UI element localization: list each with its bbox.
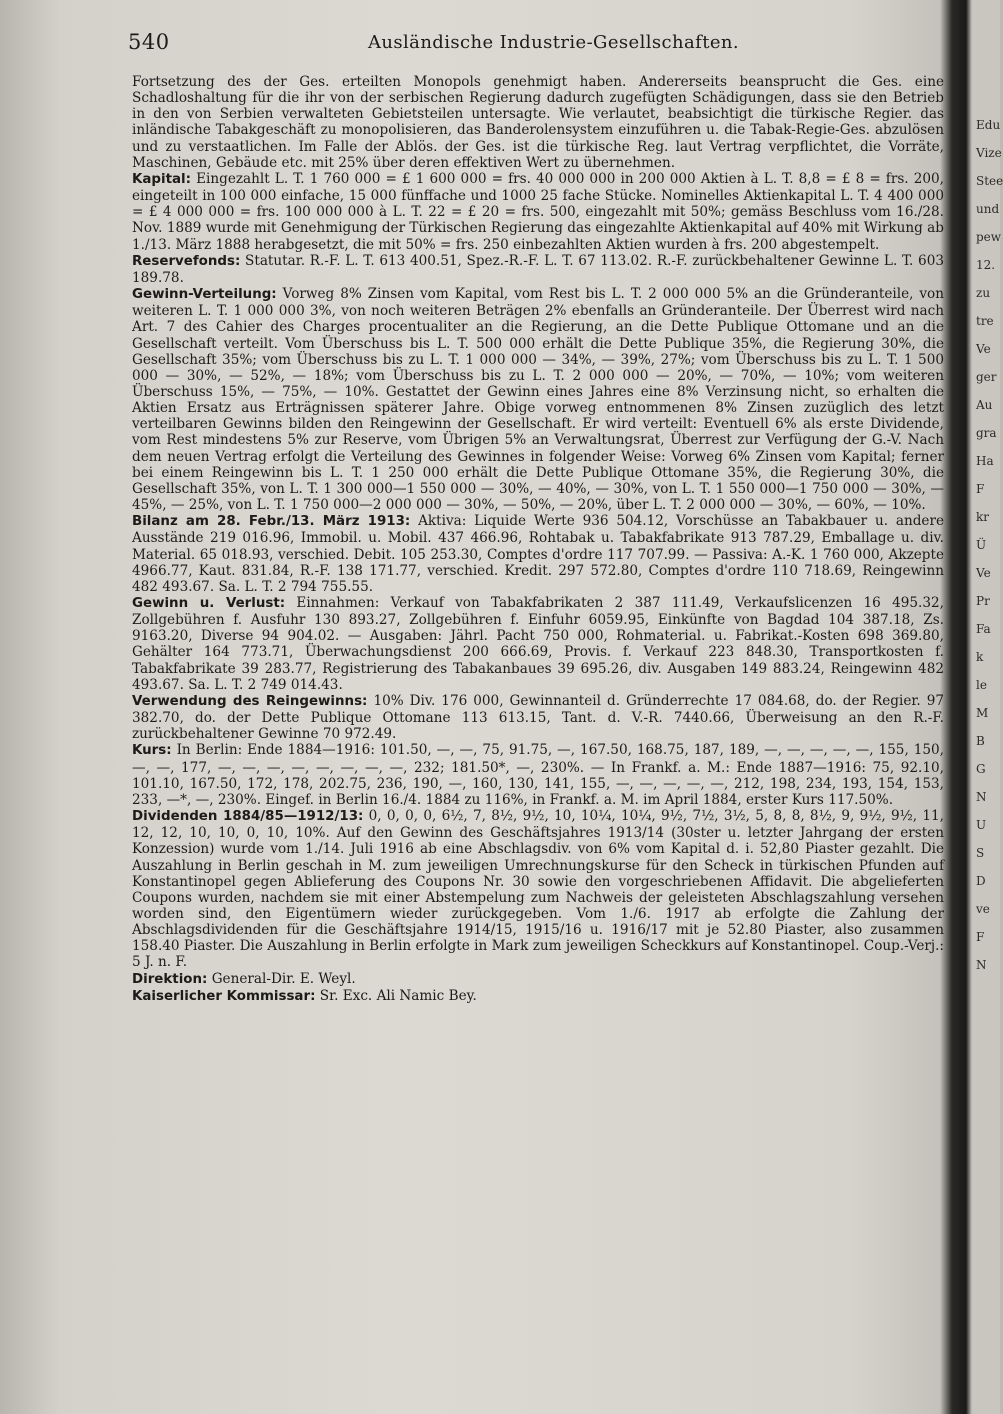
paragraph-text: 0, 0, 0, 0, 6½, 7, 8½, 9½, 10, 10¼, 10¼, 9½, 7½, 3½, 5, 8, 8, 8½, 9, 9½, 9½, 11, 12, 12, 10, 10, 0, 10, 10%. Auf den Gewinn des Geschäftsjahres 1913/14 (30ster u. letzter Jahrgang der ersten Konzession) wurde vom 1./14. Juli 1916 ab eine Abschlagsdiv. von 6% vom Kapital d. i. 52,80 Piaster gezahlt. Die Auszahlung in Berlin geschah in M. zum jeweiligen Umrechnungskurse für den Scheck in türkischen Pfunden auf Konstantinopel gegen Ablieferung des Coupons Nr. 30 sowie den vorgeschriebenen Affidavit. Die abgelieferten Coupons wurden, nachdem sie mit einer Abstempelung zum Nachweis der geleisteten Abschlagszahlung versehen worden sind, den Eigentümern wieder zurückgegeben. Vom 1./6. 1917 ab erfolgte die Zahlung der Abschlagsdividenden für die Geschäftsjahre 1914/15, 1915/16 u. 1916/17 mit je 52.80 Piaster, also zusammen 158.40 Piaster. Die Auszahlung in Berlin erfolgte in Mark zum jeweiligen Scheckkurs auf Konstantinopel. Coup.-Verj.: 5 J. n. F. — [132, 808, 945, 971]
adjacent-page-fragment: Ve — [976, 566, 991, 580]
adjacent-page-fragment: le — [976, 678, 987, 692]
adjacent-page-fragment: F — [976, 482, 985, 496]
section-label: Gewinn-Verteilung: — [132, 287, 277, 303]
adjacent-page-fragment: M — [976, 706, 989, 720]
adjacent-page-fragment: Edu — [976, 118, 1001, 132]
adjacent-page-edge — [970, 0, 1003, 1414]
paragraph-kurs — [132, 742, 944, 808]
adjacent-page-fragment: gra — [976, 426, 997, 440]
paragraph-kommissar — [132, 988, 944, 1005]
adjacent-page-fragment: ve — [976, 902, 990, 916]
paragraph-text: Vorweg 8% Zinsen vom Kapital, vom Rest bis L. T. 2 000 000 5% an die Gründeranteile, von weiteren L. T. 1 000 000 3%, von noch weiteren Beträgen 2% ebenfalls an Gründeranteile. Der Überrest wird nach Art. 7 des Cahier des Charges procentualiter an die Regierung, an die Dette Publique Ottomane und an die Gesellschaft verteilt. Vom Überschuss bis L. T. 500 000 erhält die Dette Publique 35%, die Regierung 30%, die Gesellschaft 35%; vom Überschuss bis zu L. T. 1 000 000 — 34%, — 39%, 27%; vom Überschuss bis zu L. T. 1 500 000 — 30%, — 52%, — 18%; vom Überschuss bis zu L. T. 2 000 000 — 20%, — 70%, — 10%; vom weiteren Überschuss 15%, — 75%, — 10%. Gestattet der Gewinn eines Jahres eine 8% Verzinsung nicht, so erhalten die Aktien Ersatz aus Erträgnissen späterer Jahre. Obige vorweg entnommenen 8% Zinsen zuzüglich des letzt verteilbaren Gewinns bilden den Reingewinn der Gesellschaft. Er wird verteilt: Eventuell 6% als erste Dividende, vom Rest mindestens 5% zur Reserve, vom Übrigen 5% an Verwaltungsrat, Überrest zur Verfügung der G.-V. Nach dem neuen Vertrag erfolgt die Verteilung des Gewinnes in folgender Weise: Vorweg 6% Zinsen vom Kapital; ferner bei einem Reingewinn bis L. T. 1 250 000 erhält die Dette Publique Ottomane 35%, die Regierung 30%, die Gesellschaft 35%, von L. T. 1 300 000—1 550 000 — 30%, — 40%, — 30%, von L. T. 1 550 000—1 750 000 — 30%, — 45%, — 25%, von L. T. 1 750 000—2 000 000 — 30%, — 50%, — 20%, über L. T. 2 000 000 — 30%, — 60%, — 10%. — [132, 286, 944, 514]
section-label: Bilanz am 28. Febr./13. März 1913: — [132, 514, 411, 530]
section-label: Kaiserlicher Kommissar: — [132, 988, 316, 1004]
paragraph-verwendung — [132, 693, 944, 742]
adjacent-page-fragment: k — [976, 650, 984, 664]
paragraph-text: Aktiva: Liquide Werte 936 504.12, Vorschüsse an Tabakbauer u. andere Ausstände 219 016.96, Immobil. u. Mobil. 437 466.96, Rohtabak u. Tabakfabrikate 913 787.29, Emballage u. div. Material. 65 018.93, verschied. Debit. 105 253.30, Comptes d'ordre 117 707.99. — Passiva: A.-K. 1 760 000, Akzepte 4966.77, Kaut. 831.84, R.-F. 138 171.77, verschied. Kredit. 297 572.80, Comptes d'ordre 110 718.69, Reingewinn 482 493.67. Sa. L. T. 2 794 755.55. — [132, 513, 944, 595]
adjacent-page-fragment: Fa — [976, 622, 991, 636]
paragraph-bilanz — [132, 513, 944, 595]
adjacent-page-fragment: U — [976, 818, 987, 832]
paragraph-text: Sr. Exc. Ali Namic Bey. — [319, 987, 477, 1004]
running-title: Ausländische Industrie-Gesellschaften. — [368, 32, 739, 53]
body-text — [132, 74, 944, 1384]
adjacent-page-fragment: S — [976, 846, 985, 860]
paragraph-gewinn-verlust — [132, 595, 944, 693]
adjacent-page-fragment: Au — [976, 398, 993, 412]
paragraph-text: Eingezahlt L. T. 1 760 000 = £ 1 600 000 = frs. 40 000 000 in 200 000 Aktien à L. T. 8,8 = £ 8 = frs. 200, eingeteilt in 100 000 einfache, 15 000 fünffache und 1000 25 fache Stücke. Nominelles Aktienkapital L. T. 4 400 000 = £ 4 000 000 = frs. 100 000 000 à L. T. 22 = £ 20 = frs. 500, eingezahlt mit 50%; gemäss Beschluss vom 16./28. Nov. 1889 wurde mit Genehmigung der Türkischen Regierung das eingezahlte Aktienkapital auf 40% mit Wirkung ab 1./13. März 1888 herabgesetzt, die mit 50% = frs. 250 einbezahlten Aktien wurden à frs. 200 abgestempelt. — [132, 170, 944, 253]
section-label: Reservefonds: — [132, 253, 241, 269]
paragraph-monopol-continuation — [132, 74, 944, 171]
adjacent-page-fragment: pew — [976, 230, 1002, 244]
adjacent-page-fragment: Ha — [976, 454, 994, 468]
paragraph-text: Einnahmen: Verkauf von Tabakfabrikaten 2 387 111.49, Verkaufslicenzen 16 495.32, Zollgebühren f. Ausfuhr 130 893.27, Zollgebühren f. Einfuhr 6059.95, Einkünfte von Bagdad 104 387.18, Zs. 9163.20, Diverse 94 904.02. — Ausgaben: Jährl. Pacht 750 000, Rohmaterial. u. Fabrikat.-Kosten 698 369.80, Gehälter 164 773.71, Überwachungsdienst 200 666.69, Provis. f. Verkauf 223 848.30, Transportkosten f. Tabakfabrikate 39 283.77, Registrierung des Tabakanbaues 39 695.26, div. Ausgaben 149 883.24, Reingewinn 482 493.67. Sa. L. T. 2 749 014.43. — [132, 595, 944, 693]
section-label: Gewinn u. Verlust: — [132, 596, 286, 611]
paragraph-text: Fortsetzung des der Ges. erteilten Monopols genehmigt haben. Andererseits beansprucht die Ges. eine Schadloshaltung für die ihr von der serbischen Regierung dadurch zugefügten Schädigungen, dass sie den Betrieb in den von Serbien verwalteten Gebietsteilen untersagte. Wie verlautet, beabsichtigt die türkische Regier. das inländische Tabakgeschäft zu monopolisieren, das Banderolensystem einzuführen u. die Tabak-Regie-Ges. abzulösen und zu verstaatlichen. Im Falle der Ablös. der Ges. ist die türkische Reg. laut Vertrag verpflichtet, die Vorräte, Maschinen, Gebäude etc. mit 25% über deren effektiven Wert zu übernehmen. — [132, 74, 944, 171]
paragraph-reservefonds — [132, 253, 944, 286]
paragraph-text: Statutar. R.-F. L. T. 613 400.51, Spez.-R.-F. L. T. 67 113.02. R.-F. zurückbehaltener Gewinne L. T. 603 189.78. — [132, 252, 944, 286]
adjacent-page-fragment: tre — [976, 314, 994, 328]
page-number: 540 — [128, 30, 170, 54]
paragraph-kapital — [132, 171, 944, 253]
section-label: Verwendung des Reingewinns: — [132, 693, 368, 709]
paragraph-direktion — [132, 971, 944, 988]
adjacent-page-fragment: D — [976, 874, 986, 888]
adjacent-page-fragment: Ve — [976, 342, 991, 356]
section-label: Kurs: — [132, 743, 172, 759]
adjacent-page-fragment: G — [976, 762, 986, 776]
adjacent-page-fragment: Vize — [976, 146, 1002, 160]
section-label: Kapital: — [132, 171, 191, 187]
adjacent-page-fragment: N — [976, 958, 987, 972]
paragraph-text: In Berlin: Ende 1884—1916: 101.50, —, —, 75, 91.75, —, 167.50, 168.75, 187, 189, —, —, —, —, —, 155, 150, —, —, 177, —, —, —, —, —, —, —, —, 232; 181.50*, —, 230%. — In Frankf. a. M.: Ende 1887—1916: 75, 92.10, 101.10, 167.50, 172, 178, 202.75, 236, 190, —, 160, 130, 141, 155, —, —, —, —, —, 212, 198, 234, 193, 154, 153, 233, —*, —, 230%. Eingef. in Berlin 16./4. 1884 zu 116%, in Frankf. a. M. im April 1884, erster Kurs 117.50%. — [132, 742, 944, 808]
adjacent-page-fragment: F — [976, 930, 985, 944]
adjacent-page-fragment: Ü — [976, 538, 987, 552]
adjacent-page-fragment: Stee — [976, 174, 1003, 188]
adjacent-page-fragment: N — [976, 790, 987, 804]
adjacent-page-fragment: B — [976, 734, 985, 748]
adjacent-page-fragment: kr — [976, 510, 990, 524]
adjacent-page-fragment: und — [976, 202, 1000, 216]
adjacent-page-fragment: 12. — [976, 258, 996, 272]
section-label: Dividenden 1884/85—1912/13: — [132, 809, 364, 825]
section-label: Direktion: — [132, 971, 208, 987]
paragraph-dividenden — [132, 808, 944, 971]
adjacent-page-fragment: ger — [976, 370, 997, 384]
paragraph-gewinn-verteilung — [132, 286, 944, 513]
page-header — [128, 30, 946, 60]
paragraph-text: General-Dir. E. Weyl. — [211, 970, 356, 987]
adjacent-page-fragment: zu — [976, 286, 991, 300]
adjacent-page-fragment: Pr — [976, 594, 990, 608]
paragraph-text: 10% Div. 176 000, Gewinnanteil d. Gründerrechte 17 084.68, do. der Regier. 97 382.70, do. der Dette Publique Ottomane 113 613.15, Tant. d. V.-R. 7440.66, Überweisung an den R.-F. zurückbehaltener Gewinne 70 972.49. — [132, 692, 944, 743]
